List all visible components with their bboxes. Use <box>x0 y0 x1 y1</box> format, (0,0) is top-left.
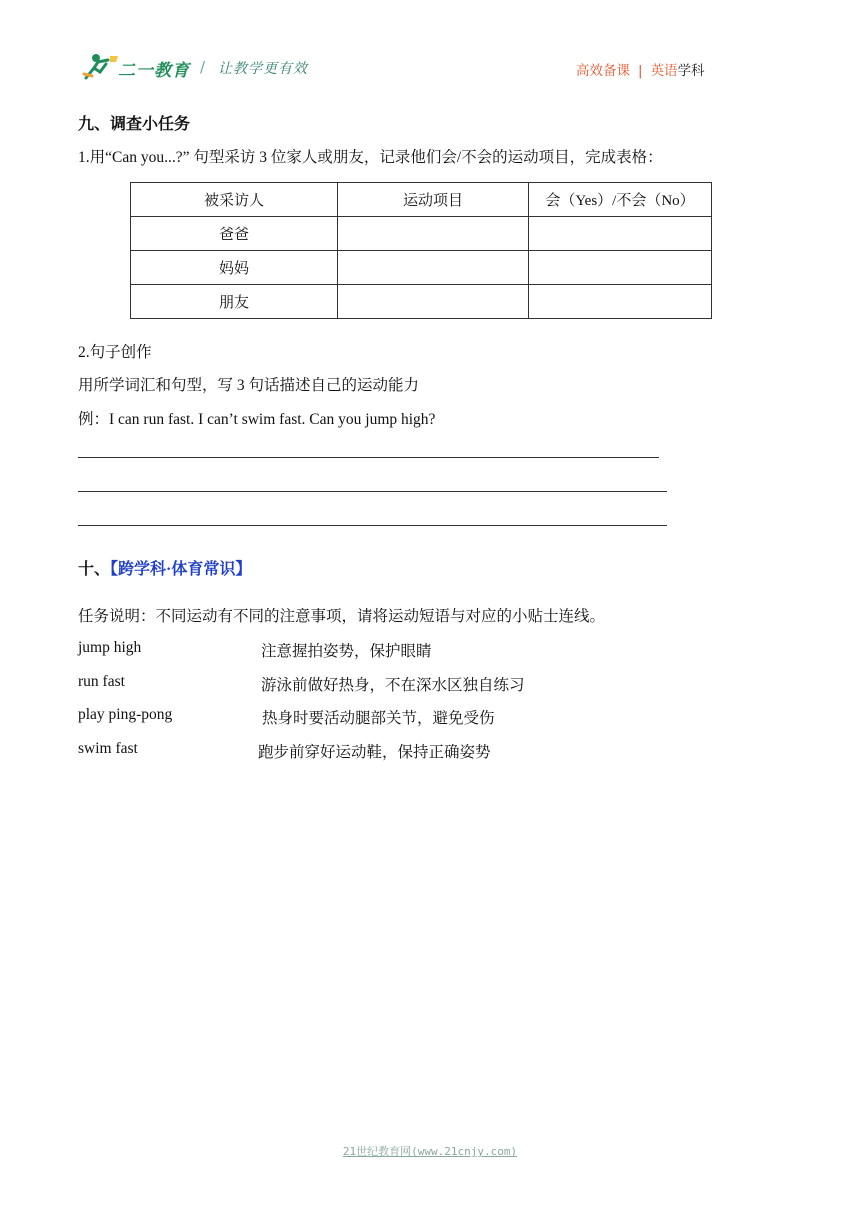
table-header-cell: 被采访人 <box>131 183 338 217</box>
section10-title <box>78 556 251 579</box>
section9-task2-title: 2.句子创作 <box>78 344 152 361</box>
header-subject <box>576 59 705 79</box>
table-header-cell: 运动项目 <box>338 183 529 217</box>
section9-title: 九、调查小任务 <box>78 116 191 133</box>
section10-title-prefix: 十、 <box>78 561 111 578</box>
logo-text: 二一教育 <box>118 61 190 81</box>
header-subject-english: 英语 <box>650 63 678 79</box>
match-left-item[interactable]: play ping-pong <box>78 706 173 723</box>
writing-line[interactable] <box>78 457 659 458</box>
header-prep-label: 高效备课 <box>576 63 630 79</box>
table-row <box>131 285 712 319</box>
table-cell-person: 朋友 <box>131 285 338 319</box>
match-left-item[interactable]: jump high <box>78 639 142 656</box>
section10-title-topic: 【跨学科·体育常识】 <box>110 561 252 578</box>
section9-example: 例：I can run fast. I can’t swim fast. Can you jump high? <box>78 411 436 428</box>
table-row <box>131 251 712 285</box>
header-subject-suffix: 学科 <box>677 63 705 79</box>
footer-link[interactable]: 21世纪教育网(www.21cnjy.com) <box>342 1145 518 1158</box>
section9-task2-desc: 用所学词汇和句型，写 3 句话描述自己的运动能力 <box>78 377 420 394</box>
logo-icon <box>82 52 122 82</box>
section10-instruction: 任务说明：不同运动有不同的注意事项，请将运动短语与对应的小贴士连线。 <box>78 608 606 625</box>
table-cell-yesno[interactable] <box>529 251 712 285</box>
match-left-item[interactable]: swim fast <box>78 740 138 757</box>
table-header-cell: 会（Yes）/不会（No） <box>529 183 712 217</box>
writing-line[interactable] <box>78 525 667 526</box>
table-header-row <box>131 183 712 217</box>
survey-table <box>130 182 712 319</box>
match-right-item[interactable]: 注意握拍姿势，保护眼睛 <box>261 643 432 660</box>
section9-task1: 1.用“Can you...?” 句型采访 3 位家人或朋友，记录他们会/不会的运动项目，完成表格： <box>78 149 663 166</box>
table-cell-yesno[interactable] <box>529 285 712 319</box>
match-left-item[interactable]: run fast <box>78 673 125 690</box>
table-cell-person: 爸爸 <box>131 217 338 251</box>
match-right-item[interactable]: 热身时要活动腿部关节，避免受伤 <box>262 710 495 727</box>
match-right-item[interactable]: 跑步前穿好运动鞋，保持正确姿势 <box>258 744 491 761</box>
match-right-item[interactable]: 游泳前做好热身，不在深水区独自练习 <box>261 677 525 694</box>
slogan-separator: / <box>200 58 206 76</box>
writing-line[interactable] <box>78 491 667 492</box>
table-row <box>131 217 712 251</box>
slogan: 让教学更有效 <box>218 61 308 77</box>
table-cell-sport[interactable] <box>338 285 529 319</box>
table-cell-yesno[interactable] <box>529 217 712 251</box>
table-cell-sport[interactable] <box>338 217 529 251</box>
table-cell-sport[interactable] <box>338 251 529 285</box>
header-divider: | <box>638 63 643 79</box>
table-cell-person: 妈妈 <box>131 251 338 285</box>
